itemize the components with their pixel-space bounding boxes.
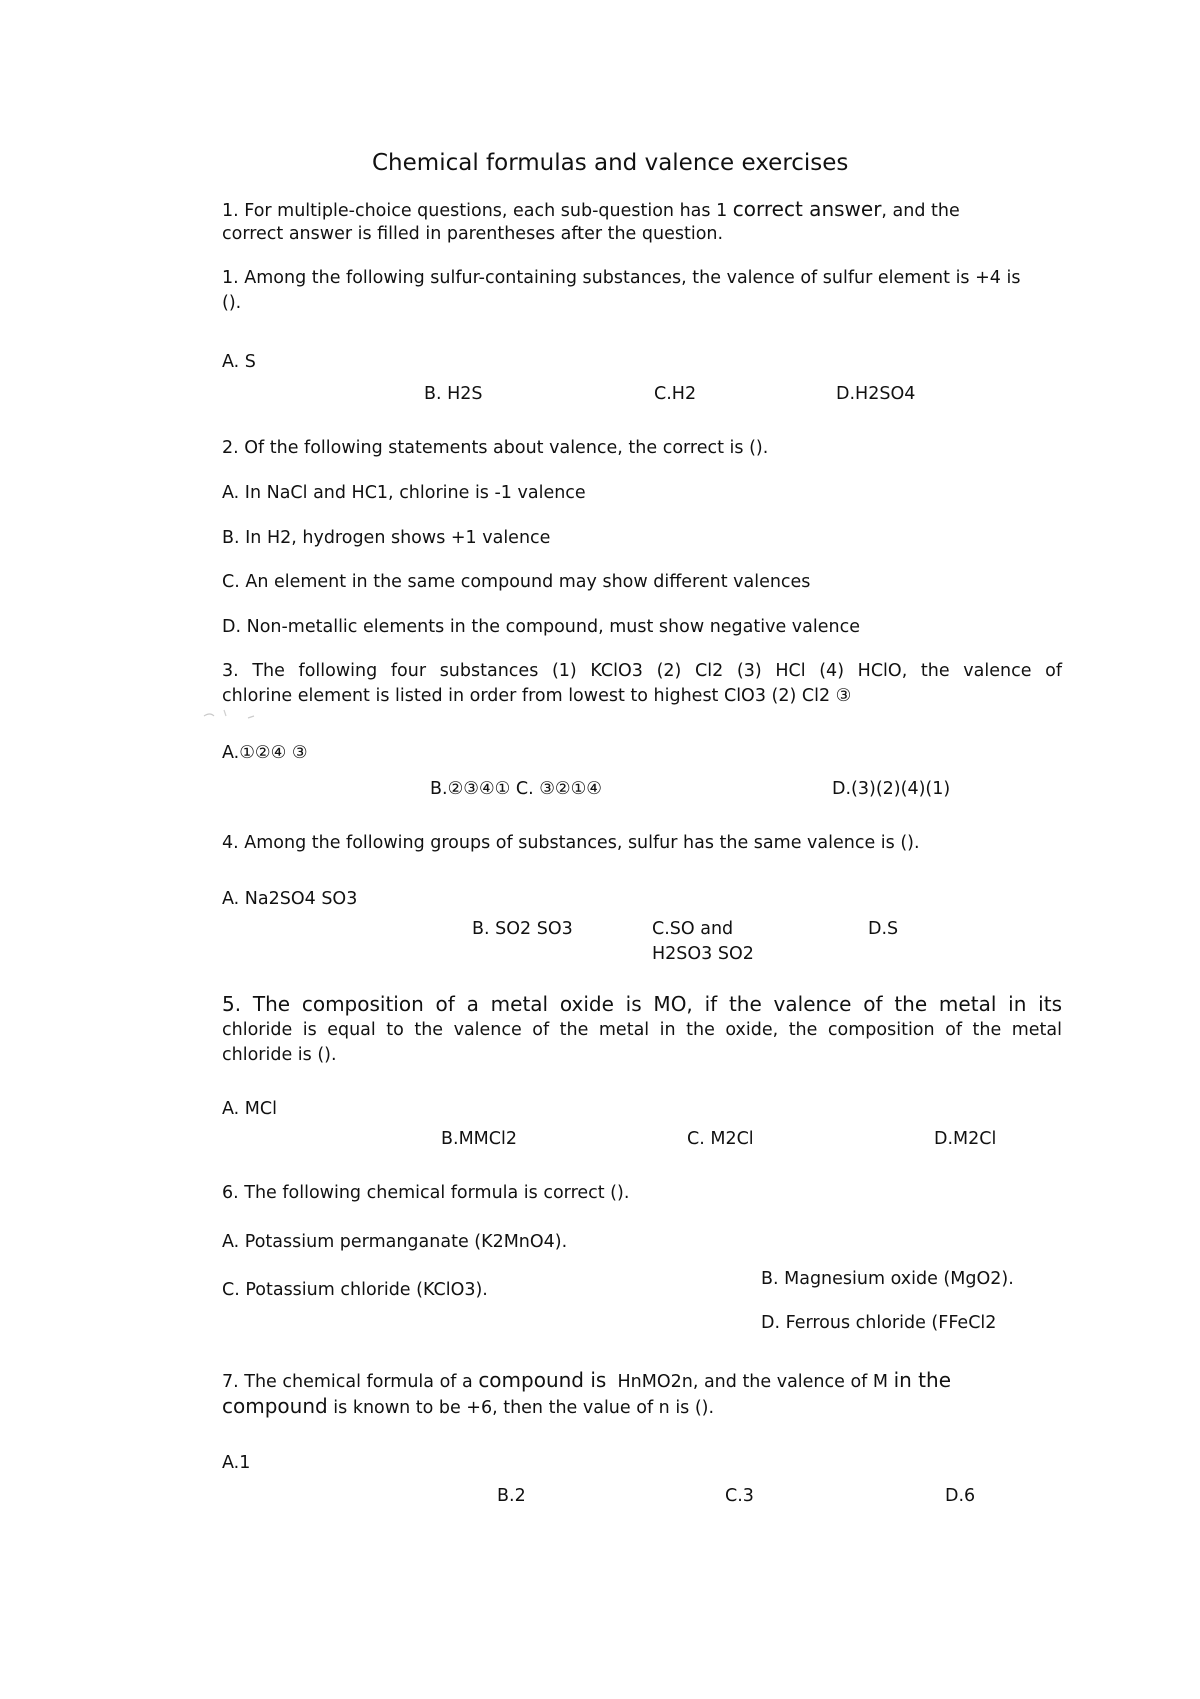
q2-option-c: C. An element in the same compound may show different valences — [222, 572, 811, 592]
q7-option-a: A.1 — [222, 1453, 251, 1473]
q5-option-b: B.MMCl2 — [441, 1129, 517, 1149]
q4-option-d: D.S — [868, 919, 899, 939]
q5-option-a: A. MCl — [222, 1099, 277, 1119]
instructions-emphasis: correct answer — [732, 197, 882, 221]
q1-option-a: A. S — [222, 352, 256, 372]
q4-option-a: A. Na2SO4 SO3 — [222, 889, 358, 909]
q7-stem-part-3: HnMO2n, and the valence of M — [617, 1372, 889, 1392]
q7-stem-part-5: compound — [222, 1394, 328, 1418]
q4-option-b: B. SO2 SO3 — [472, 919, 573, 939]
q6-option-d: D. Ferrous chloride (FFeCl2 — [761, 1313, 997, 1333]
q5-stem-line-3: chloride is (). — [222, 1045, 337, 1065]
q7-stem-part-1: 7. The chemical formula of a — [222, 1372, 473, 1392]
q5-stem-line-2: chloride is equal to the valence of the metal in the oxide, the composition of the metal — [222, 1020, 1062, 1040]
q1-stem-line-2: (). — [222, 293, 242, 313]
q2-option-a: A. In NaCl and HC1, chlorine is -1 valence — [222, 483, 586, 503]
q7-stem-part-2: compound is — [478, 1368, 607, 1392]
q5-option-c: C. M2Cl — [687, 1129, 754, 1149]
q2-option-d: D. Non-metallic elements in the compound, must show negative valence — [222, 617, 860, 637]
q5-option-d: D.M2Cl — [934, 1129, 997, 1149]
q6-option-c: C. Potassium chloride (KClO3). — [222, 1280, 488, 1300]
q5-stem-line-1: 5. The composition of a metal oxide is MO, if the valence of the metal in its — [222, 992, 1062, 1016]
q3-option-d: D.(3)(2)(4)(1) — [832, 779, 951, 799]
q4-option-c-line-1: C.SO and — [652, 919, 734, 939]
q4-option-c-line-2: H2SO3 SO2 — [652, 944, 754, 964]
q7-stem-part-6: is known to be +6, then the value of n is (). — [333, 1398, 715, 1418]
q1-option-d: D.H2SO4 — [836, 384, 916, 404]
q7-stem-part-4: in the — [893, 1368, 952, 1392]
instructions-text: 1. For multiple-choice questions, each sub-question has 1 — [222, 201, 728, 221]
q2-stem: 2. Of the following statements about valence, the correct is (). — [222, 438, 769, 458]
q1-option-c: C.H2 — [654, 384, 697, 404]
q7-option-b: B.2 — [497, 1486, 526, 1506]
q3-option-a: A.①②④ ③ — [222, 743, 308, 763]
q6-option-b: B. Magnesium oxide (MgO2). — [761, 1269, 1014, 1289]
q7-stem-line-1 — [222, 1368, 951, 1394]
q1-option-b: B. H2S — [424, 384, 483, 404]
scan-smudge-mark — [200, 704, 270, 722]
q6-option-a: A. Potassium permanganate (K2MnO4). — [222, 1232, 568, 1252]
q7-stem-line-2 — [222, 1394, 714, 1420]
q2-option-b: B. In H2, hydrogen shows +1 valence — [222, 528, 551, 548]
instructions-text-end: , and the — [881, 201, 960, 221]
q3-stem-line-1: 3. The following four substances (1) KClO3 (2) Cl2 (3) HCl (4) HClO, the valence of — [222, 661, 1062, 681]
instructions-line-1 — [222, 197, 960, 223]
q7-option-d: D.6 — [945, 1486, 976, 1506]
q3-option-b-c: B.②③④① C. ③②①④ — [430, 779, 602, 799]
q7-option-c: C.3 — [725, 1486, 754, 1506]
page-title: Chemical formulas and valence exercises — [372, 150, 849, 176]
q1-stem-line-1: 1. Among the following sulfur-containing substances, the valence of sulfur element is +4 is — [222, 268, 1021, 288]
q4-stem: 4. Among the following groups of substances, sulfur has the same valence is (). — [222, 833, 920, 853]
q6-stem: 6. The following chemical formula is correct (). — [222, 1183, 630, 1203]
q3-stem-line-2: chlorine element is listed in order from lowest to highest ClO3 (2) Cl2 ③ — [222, 686, 852, 706]
instructions-line-2: correct answer is filled in parentheses after the question. — [222, 224, 724, 244]
